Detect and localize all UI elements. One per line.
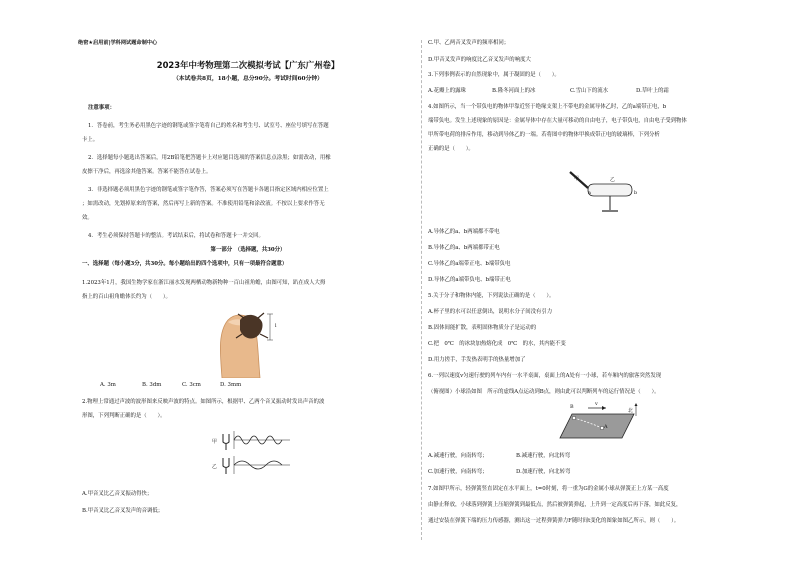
- q1-option-a: A. 3m: [100, 382, 116, 388]
- q3-option-d: D.草叶上的霜: [636, 88, 669, 94]
- q6-line-1: 6.一列以速度v匀速行驶的列车内有一水平桌面，桌面上的A处有一小球，若车厢内的旅客突然发现: [428, 373, 662, 379]
- q4-label-jia: 甲: [574, 176, 579, 182]
- q4-option-b: B.导体乙的a、b两端都带正电: [428, 245, 500, 251]
- column-divider: [421, 40, 422, 540]
- q1-option-c: C. 3cm: [182, 382, 201, 388]
- q5-option-b: B.固体间能扩散，表明固体物质分子是运动的: [428, 325, 537, 331]
- notice-item-3-line-3: 效。: [82, 215, 93, 221]
- q6-line-2: （俯视图）小球沿如图 所示的虚线A点运动到B点，则由此可以判断列车的运行情况是（ ）。: [428, 389, 660, 395]
- q5-option-a: A.杯子里的水可以任意倒出，说明水分子间没有引力: [428, 309, 553, 315]
- q6-label-a: A: [604, 424, 608, 430]
- q6-label-v: v: [595, 401, 598, 407]
- header-line: 绝密★启用前|学科网试题命制中心: [78, 40, 158, 46]
- notice-item-3-line-1: 3．非选择题必须用黑色字迹的钢笔或签字笔作答，答案必须写在答题卡各题目指定区域内相应位置上: [88, 187, 329, 193]
- q4-line-2: 端带负电。发生上述现象的原因是：金属导体中存在大量可移动的自由电子，电子带负电，自由电子受到物体: [428, 118, 687, 124]
- q6-option-c: C.加速行驶，向南转弯；: [428, 469, 488, 475]
- page-subtitle: （本试卷共8页，18小题，总分90分。考试时间60分钟）: [173, 76, 323, 82]
- charged-rod-conductor-figure: [568, 166, 640, 214]
- q6-option-d: D.加速行驶，向北转弯: [516, 469, 571, 475]
- q2-option-d: D.甲音叉发声的响度比乙音叉发声的响度大: [428, 57, 531, 63]
- q2-option-b: B.甲音叉比乙音叉发声的音调低；: [82, 508, 164, 514]
- q4-line-3: 甲所带电荷的排斥作用，移动到导体乙的一端。若将图中的物体甲换成带正电的玻璃棒，下列分析: [428, 132, 660, 138]
- q1-line-1: 1.2023年1月，我国生物学家在浙江丽水发现两栖动物新物种一百山祖角蟾，由图可知，趴在成人大拇: [82, 280, 326, 286]
- q4-option-c: C.导体乙的a端带正电、b端带负电: [428, 261, 511, 267]
- tuning-fork-waveforms-figure: [220, 428, 292, 480]
- q3-option-a: A.花瓣上的露珠: [428, 88, 466, 94]
- page-title: 2023年中考物理第二次模拟考试【广东广州卷】: [156, 60, 340, 70]
- q3-stem: 3.下列事例表示的自然现象中，属于凝固的是（ ）。: [428, 72, 560, 78]
- q2-label-jia: 甲: [212, 439, 217, 445]
- q6-option-a: A.减速行驶，向南转弯；: [428, 453, 488, 459]
- notice-item-3-line-2: ；如需改动，先划掉原来的答案，然后再写上新的答案。不准使用铅笔和涂改液。不按以上要求作答无: [82, 201, 325, 207]
- q7-line-2: 由静止释放，小球落到弹簧上压缩弹簧到最低点，然后被弹簧弹起，上升到一定高度后再下落，如此反复，: [428, 502, 682, 508]
- notice-item-1-line-1: 1．答卷前，考生务必用黑色字迹的钢笔或签字笔将自己的姓名和考生号、试室号、座位号填写在答题: [88, 123, 329, 129]
- part1-heading: 第一部分 （选择题，共30分）: [210, 247, 286, 253]
- notice-heading: 注意事项：: [88, 105, 115, 111]
- notice-item-2-line-2: 皮擦干净后，再选涂其他答案。答案不能答在试卷上。: [82, 169, 212, 175]
- q2-line-2: 形图，下列判断正确的是（ ）。: [82, 413, 166, 419]
- section1-heading: 一、选择题（每小题3分，共30分。每小题给出的四个选项中，只有一项最符合题意）: [82, 261, 288, 267]
- q5-option-c: C.把 0℃ 的冰块加热熔化成 0℃ 的水，其内能不变: [428, 341, 566, 347]
- q4-line-4: 正确的是（ ）。: [428, 146, 474, 152]
- q4-label-a: a: [588, 190, 591, 196]
- q4-line-1: 4.如图所示，当一个带负电的物体甲靠近竖于绝缘支架上不带电的金属导体乙时，乙的a端带正电，b: [428, 104, 667, 110]
- q4-option-a: A.导体乙的a、b两端都不带电: [428, 229, 500, 235]
- notice-item-2-line-1: 2．选择题每小题选出答案后，用2B铅笔把答题卡上对应题目选项的答案信息点涂黑；如需改动，用橡: [88, 155, 331, 161]
- q6-label-b: B: [570, 404, 574, 410]
- q2-line-1: 2.物理上常通过声波的波形图来反映声波的特点。如图所示，根据甲、乙两个音叉振动时发出声音的波: [82, 399, 325, 405]
- q4-label-b: b: [634, 190, 638, 196]
- q7-line-3: 通过安装在弹簧下端的压力传感器，测出这一过程弹簧弹力F随时间t变化的图象如图乙所示，则（ ）。: [428, 518, 680, 524]
- q2-option-c: C.甲、乙两音叉发声的频率相同；: [428, 40, 510, 46]
- q6-label-north: 北: [628, 408, 633, 414]
- thumb-frog-figure: [214, 312, 282, 378]
- q3-option-c: C.雪山下的流水: [570, 88, 608, 94]
- q4-label-yi: 乙: [610, 177, 615, 183]
- q4-option-d: D.导体乙的a端带负电、b端带正电: [428, 277, 511, 283]
- q7-line-1: 7.如图甲所示，轻弹簧竖直固定在水平面上，t=0时刻，将一重为G的金属小球从弹簧正上方某一高度: [428, 486, 669, 492]
- notice-item-4-line-1: 4．考生必须保持答题卡的整洁。考试结束后，将试卷和答题卡一并交回。: [88, 233, 264, 239]
- q2-label-yi: 乙: [212, 464, 217, 470]
- q1-option-d: D. 3mm: [220, 382, 242, 388]
- notice-item-1-line-2: 卡上。: [82, 137, 99, 143]
- q5-stem: 5.关于分子和物体内能，下列说法正确的是（ ）。: [428, 293, 555, 299]
- q6-option-b: B.减速行驶，向北转弯: [516, 453, 571, 459]
- q2-option-a: A.甲音叉比乙音叉振动得快；: [82, 491, 153, 497]
- q5-option-d: D.用力搓手，手发热表明手的热量增加了: [428, 357, 526, 363]
- q1-line-2: 指上的百山祖角蟾体长约为（ ）。: [82, 294, 171, 300]
- q3-option-b: B.隆冬河面上的冰: [492, 88, 536, 94]
- q1-option-b: B. 3dm: [142, 382, 162, 388]
- q1-figure-label: l: [275, 323, 277, 329]
